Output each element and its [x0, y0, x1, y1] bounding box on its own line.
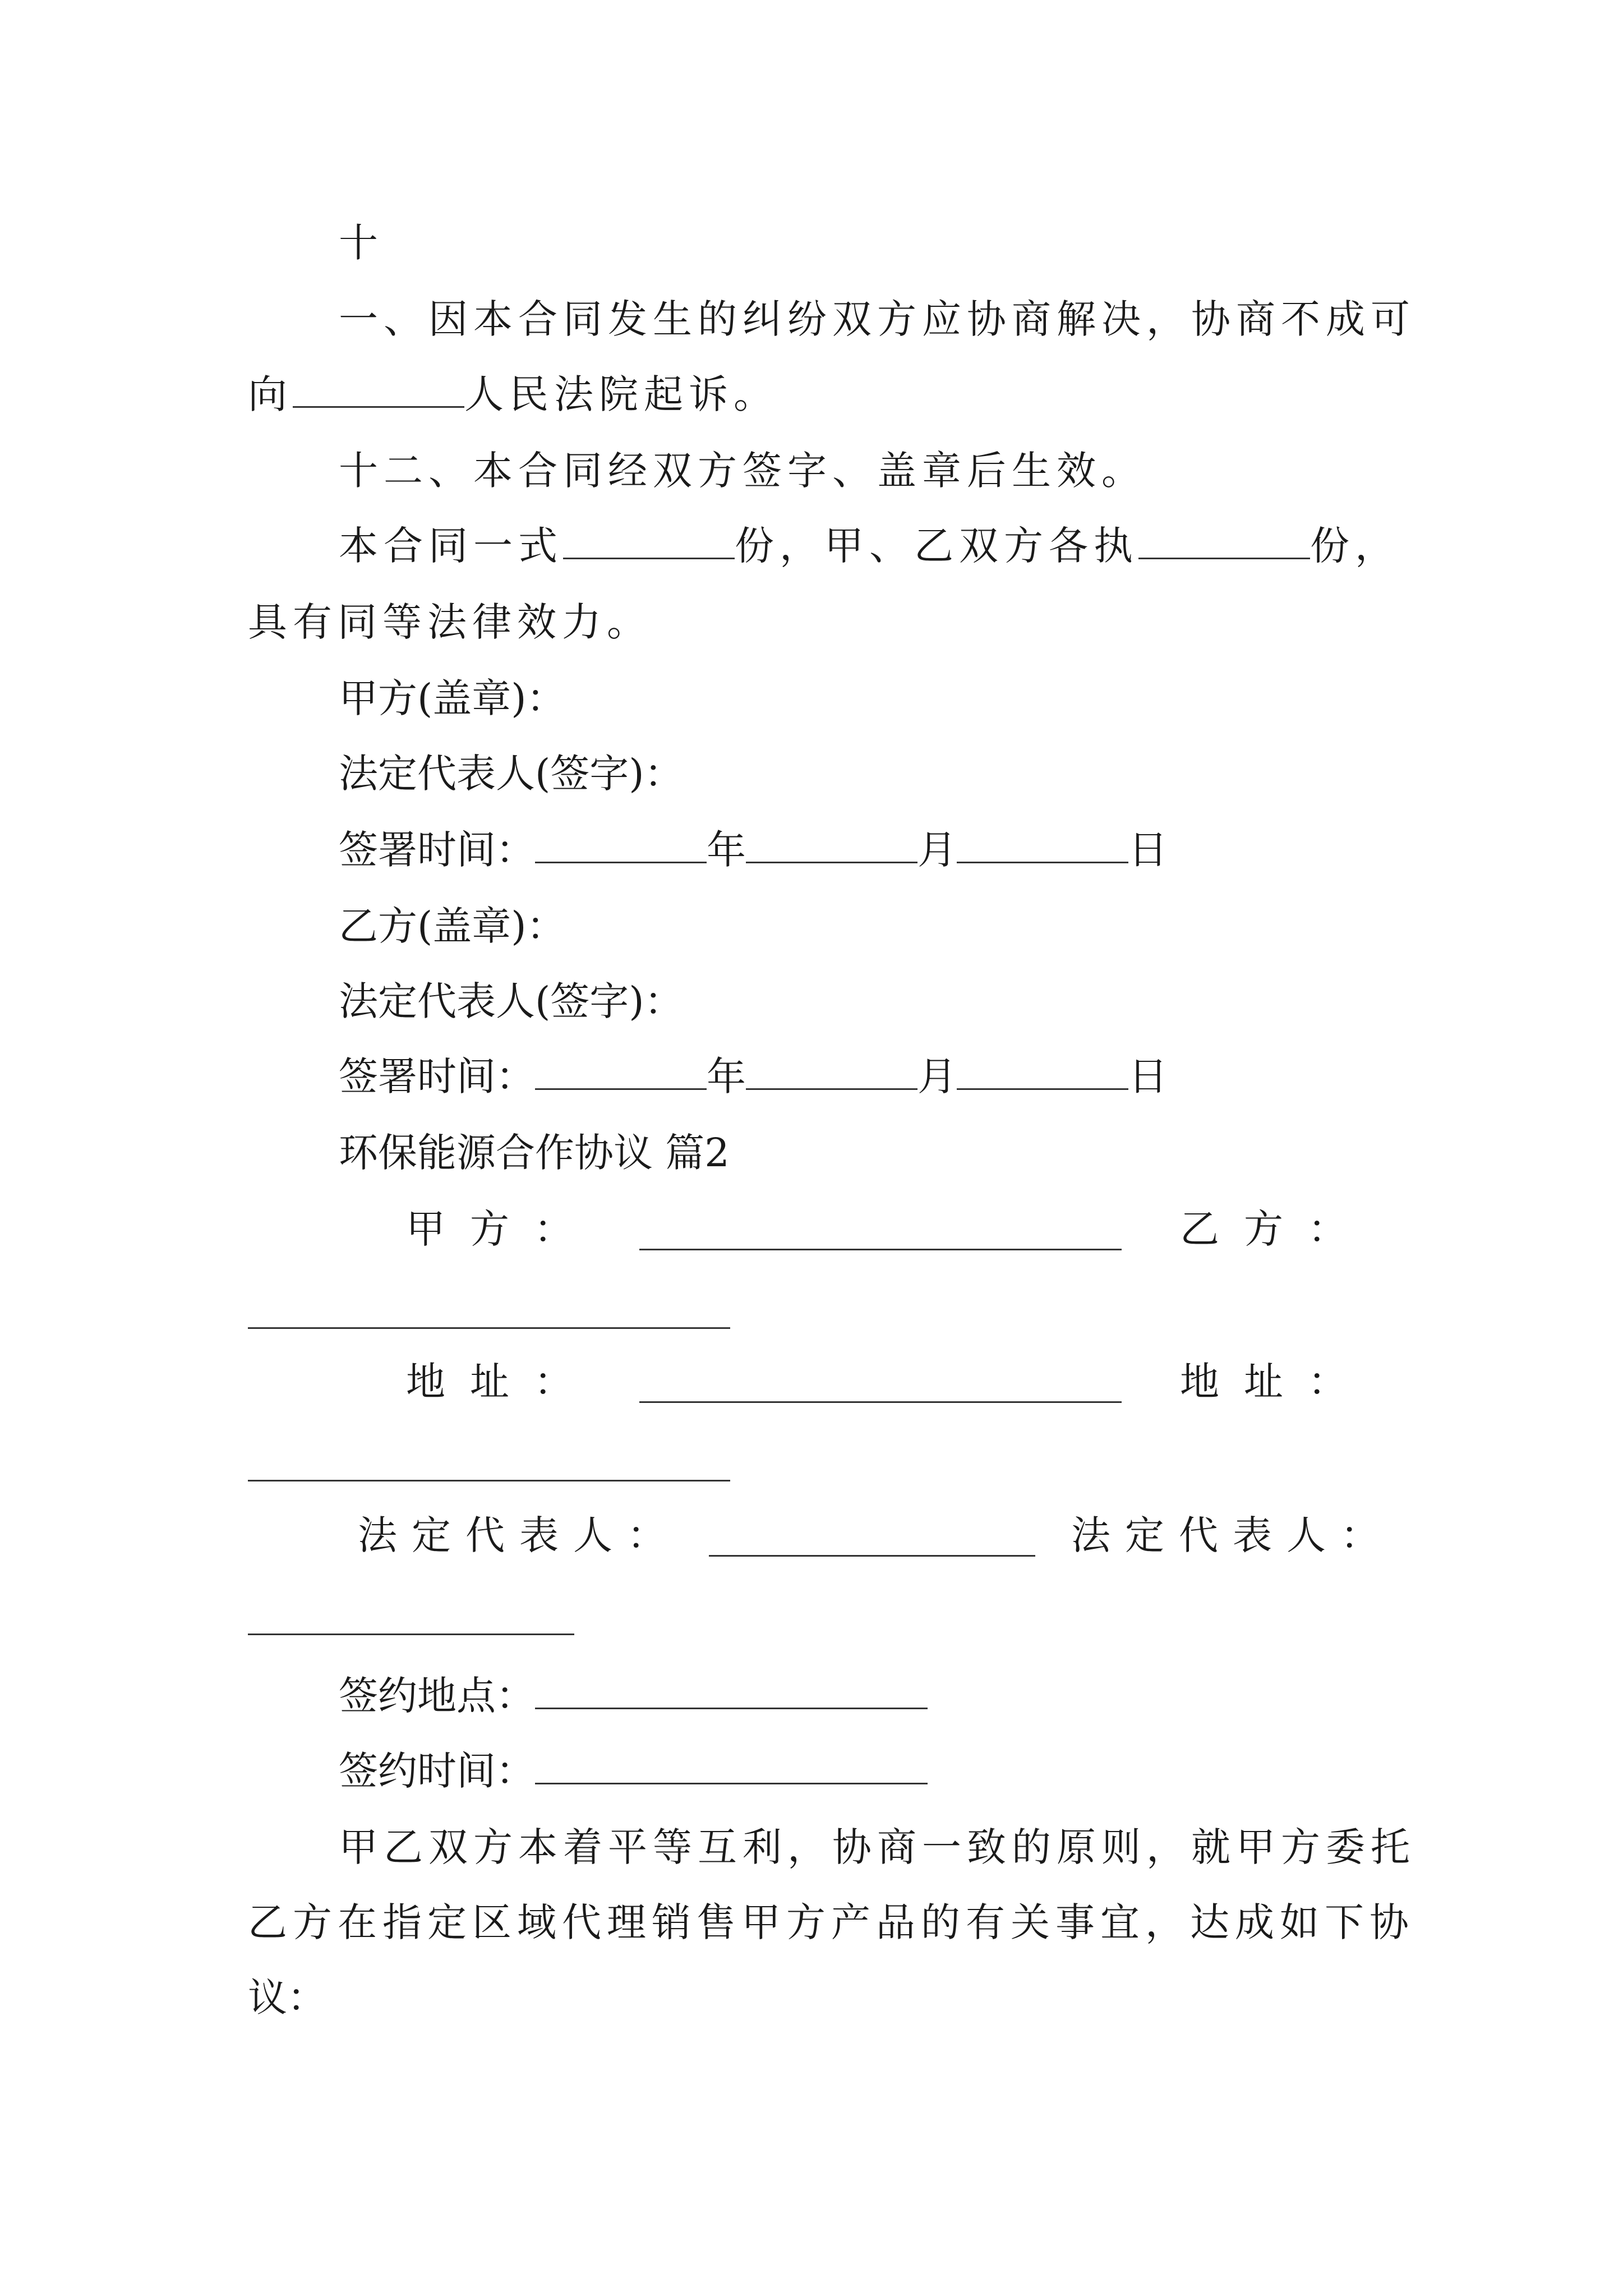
- party-b-legal-rep: 法定代表人(签字)：: [339, 978, 684, 1024]
- copies-total-blank: [563, 555, 735, 559]
- sign-time-label: 签署时间：: [339, 1053, 535, 1099]
- copies-text-c: 份，: [1310, 523, 1400, 569]
- year-label: 年: [707, 827, 746, 873]
- party-b-label: 乙方：: [1180, 1206, 1372, 1252]
- party-b-address-blank: [248, 1480, 730, 1481]
- sign-date-label: 签约时间：: [339, 1748, 535, 1794]
- sign-date-blank: [535, 1780, 928, 1784]
- day-blank: [957, 1086, 1128, 1090]
- court-blank: [293, 404, 464, 408]
- day-label: 日: [1128, 827, 1168, 873]
- sign-date-line: [339, 1748, 928, 1794]
- section-number-ten: 十: [339, 220, 378, 266]
- year-blank: [535, 1086, 707, 1090]
- sign-place-line: [339, 1673, 928, 1719]
- copies-text-a: 本合同一式: [339, 523, 563, 569]
- section2-title: 环保能源合作协议 篇2: [339, 1130, 730, 1176]
- party-b-legal-rep-label: 法定代表人：: [1071, 1512, 1394, 1558]
- sign-place-label: 签约地点：: [339, 1673, 535, 1719]
- party-a-legal-rep-blank: [709, 1555, 1035, 1557]
- clause-eleven-line2: [248, 371, 778, 417]
- month-label: 月: [917, 1053, 957, 1099]
- clause-twelve: 十二、本合同经双方签字、盖章后生效。: [339, 448, 1146, 494]
- party-b-seal: 乙方(盖章)：: [339, 903, 566, 949]
- month-blank: [746, 1086, 917, 1090]
- party-b-address-label: 地址：: [1180, 1359, 1372, 1405]
- party-a-label: 甲方：: [406, 1206, 598, 1252]
- party-b-name-blank: [248, 1327, 730, 1329]
- copies-text-b: 份，甲、乙双方各执: [735, 523, 1138, 569]
- clause-eleven-prefix: 向: [248, 371, 293, 417]
- party-a-legal-rep-label: 法定代表人：: [358, 1512, 681, 1558]
- month-blank: [746, 859, 917, 863]
- year-blank: [535, 859, 707, 863]
- party-a-name-blank: [639, 1249, 1122, 1250]
- agreement-body-line1: 甲乙双方本着平等互利，协商一致的原则，就甲方委托: [339, 1824, 1415, 1870]
- agreement-body-line3: 议：: [248, 1975, 326, 2021]
- sign-place-blank: [535, 1705, 928, 1709]
- day-blank: [957, 859, 1128, 863]
- party-a-sign-date: [339, 827, 1168, 873]
- party-a-seal: 甲方(盖章)：: [339, 675, 566, 721]
- copies-each-blank: [1138, 555, 1310, 559]
- party-a-address-label: 地址：: [406, 1359, 598, 1405]
- month-label: 月: [917, 827, 957, 873]
- party-b-legal-rep-blank: [248, 1634, 574, 1635]
- sign-time-label: 签署时间：: [339, 827, 535, 873]
- equal-effect-line: 具有同等法律效力。: [248, 599, 652, 645]
- party-a-legal-rep: 法定代表人(签字)：: [339, 751, 684, 797]
- year-label: 年: [707, 1053, 746, 1099]
- clause-eleven-suffix: 人民法院起诉。: [464, 371, 778, 417]
- copies-line: [339, 523, 1400, 569]
- party-a-address-blank: [639, 1401, 1122, 1403]
- clause-eleven-line1: 一、因本合同发生的纠纷双方应协商解决，协商不成可: [339, 296, 1415, 342]
- day-label: 日: [1128, 1053, 1168, 1099]
- agreement-body-line2: 乙方在指定区域代理销售甲方产品的有关事宜，达成如下协: [248, 1899, 1414, 1945]
- party-b-sign-date: [339, 1053, 1168, 1099]
